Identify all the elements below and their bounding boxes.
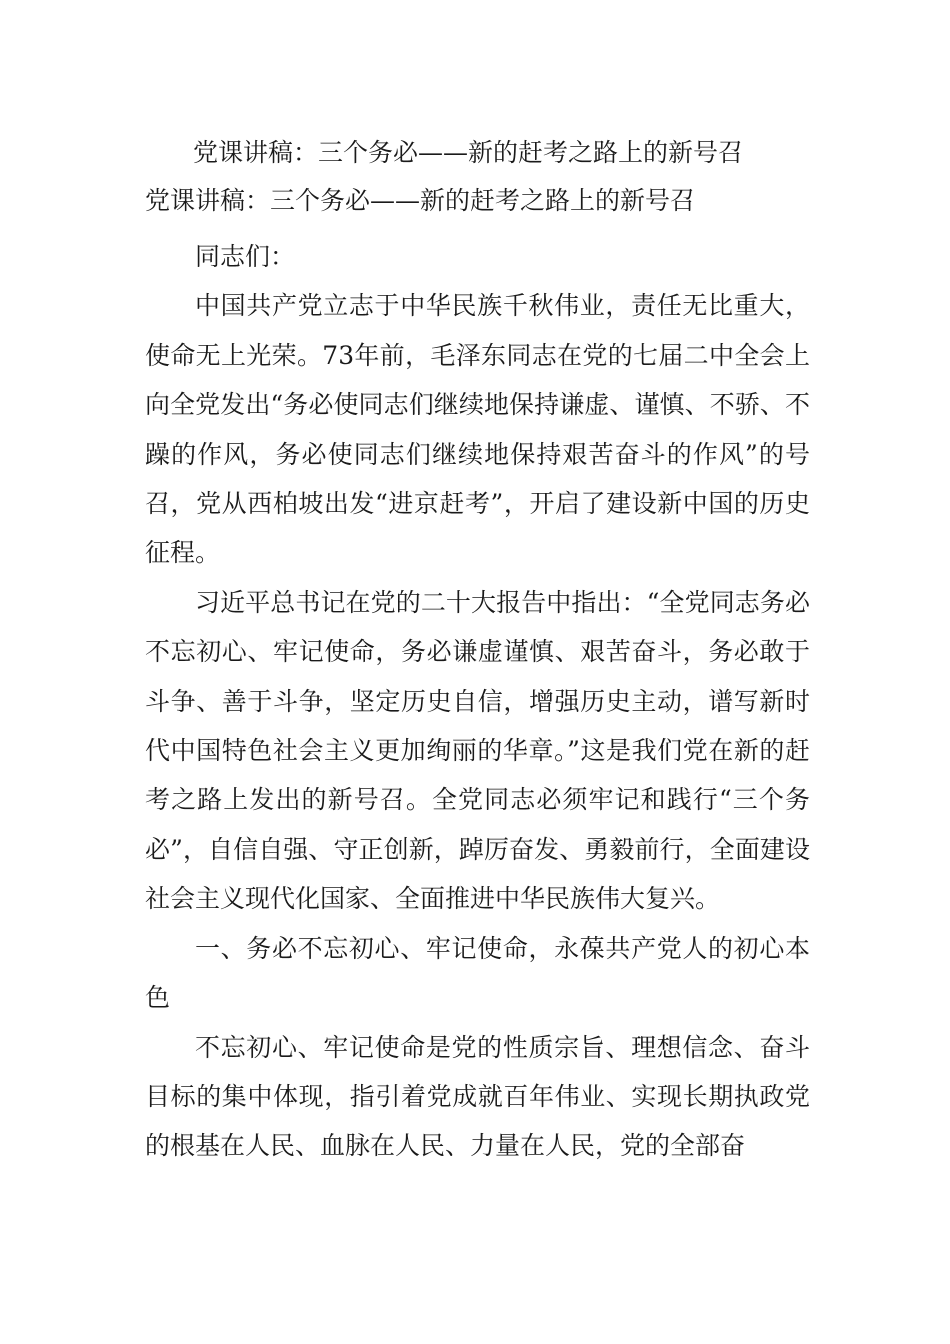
body-paragraph: 不忘初心、牢记使命是党的性质宗旨、理想信念、奋斗目标的集中体现，指引着党成就百年伟业、实现长期执政党的根基在人民、血脉在人民、力量在人民，党的全部奋 xyxy=(145,1032,810,1161)
salutation-paragraph: 同志们： xyxy=(195,242,296,271)
body-paragraph: 习近平总书记在党的二十大报告中指出：“全党同志务必不忘初心、牢记使命，务必谦虚谨慎、艰苦奋斗，务必敢于斗争、善于斗争，坚定历史自信，增强历史主动，谱写新时代中国特色社会主义更加绚丽的华章。”这是我们党在新的赶考之路上发出的新号召。全党同志必须牢记和践行“三个务必”，自信自强、守正创新，踔厉奋发、勇毅前行，全面建设社会主义现代化国家、全面推进中华民族伟大复兴。 xyxy=(145,587,810,914)
document-title: 党课讲稿：三个务必——新的赶考之路上的新号召 xyxy=(193,138,744,167)
section-heading-paragraph: 一、务必不忘初心、牢记使命，永葆共产党人的初心本色 xyxy=(145,933,810,1013)
body-paragraph: 中国共产党立志于中华民族千秋伟业，责任无比重大，使命无上光荣。73年前，毛泽东同志在党的七届二中全会上向全党发出“务必使同志们继续地保持谦虚、谨慎、不骄、不躁的作风，务必使同志们继续地保持艰苦奋斗的作风”的号召，党从西柏坡出发“进京赶考”，开启了建设新中国的历史征程。 xyxy=(145,291,810,568)
document-body xyxy=(145,184,810,1171)
document-heading: 党课讲稿：三个务必——新的赶考之路上的新号召 xyxy=(145,186,696,215)
